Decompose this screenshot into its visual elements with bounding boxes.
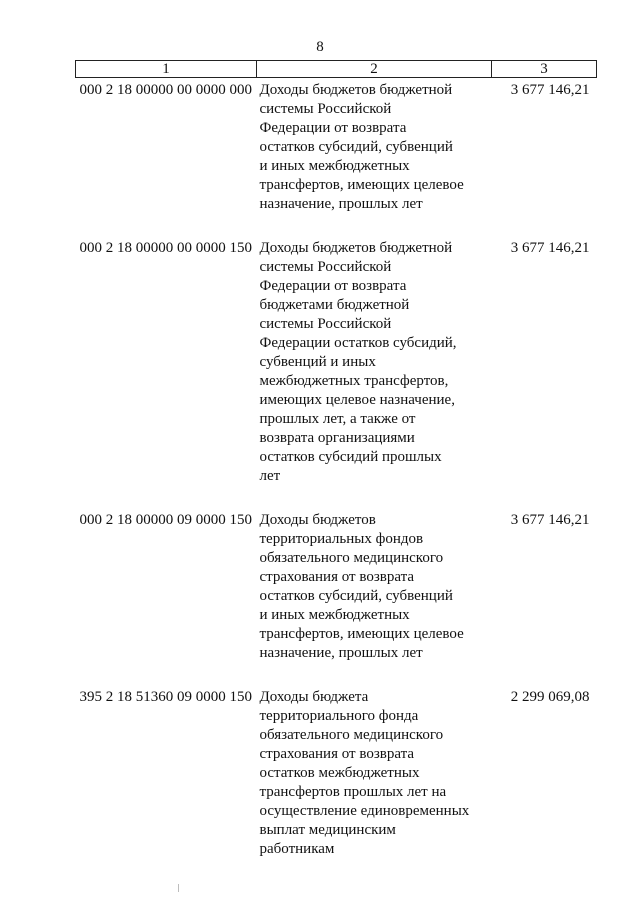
description-line: Федерации от возврата [259, 278, 407, 294]
description-line: и иных межбюджетных [259, 158, 410, 174]
description-line: Доходы бюджетов бюджетной [259, 82, 453, 98]
description-line: остатков субсидий, субвенций [259, 588, 453, 604]
description-line: назначение, прошлых лет [259, 196, 423, 212]
table-row [76, 685, 597, 881]
column-header-code: 1 [76, 61, 257, 78]
revenue-amount: 3 677 146,21 [510, 512, 590, 528]
description-line: Федерации остатков субсидий, [259, 335, 457, 351]
scan-mark [178, 884, 179, 892]
description-line: лет [259, 468, 281, 484]
revenue-description [257, 685, 492, 881]
description-line: остатков субсидий прошлых [259, 449, 442, 465]
budget-revenue-table [75, 60, 597, 881]
revenue-description [257, 236, 492, 508]
description-line: страхования от возврата [259, 569, 414, 585]
description-line: возврата организациями [259, 430, 415, 446]
table-row [76, 508, 597, 685]
description-line: назначение, прошлых лет [259, 645, 423, 661]
revenue-description [257, 78, 492, 237]
description-line: работникам [259, 841, 335, 857]
column-header-description: 2 [257, 61, 492, 78]
description-line: обязательного медицинского [259, 550, 444, 566]
description-line: Федерации от возврата [259, 120, 407, 136]
revenue-description [257, 508, 492, 685]
revenue-amount: 2 299 069,08 [510, 689, 590, 705]
description-line: системы Российской [259, 259, 392, 275]
description-line: межбюджетных трансфертов, [259, 373, 449, 389]
description-line: Доходы бюджетов [259, 512, 376, 528]
description-line: системы Российской [259, 316, 392, 332]
revenue-code: 000 2 18 00000 09 0000 150 [79, 512, 252, 528]
revenue-amount: 3 677 146,21 [510, 240, 590, 256]
revenue-code: 000 2 18 00000 00 0000 000 [79, 82, 252, 98]
description-line: субвенций и иных [259, 354, 376, 370]
description-line: трансфертов прошлых лет на [259, 784, 447, 800]
description-line: территориальных фондов [259, 531, 424, 547]
page-number: 8 [316, 39, 324, 55]
table-header-row [76, 61, 597, 78]
description-line: прошлых лет, а также от [259, 411, 416, 427]
description-line: бюджетами бюджетной [259, 297, 410, 313]
description-line: имеющих целевое назначение, [259, 392, 455, 408]
description-line: Доходы бюджетов бюджетной [259, 240, 453, 256]
description-line: остатков межбюджетных [259, 765, 420, 781]
description-line: территориального фонда [259, 708, 419, 724]
description-line: Доходы бюджета [259, 689, 369, 705]
description-line: трансфертов, имеющих целевое [259, 626, 464, 642]
revenue-code: 395 2 18 51360 09 0000 150 [79, 689, 252, 705]
description-line: выплат медицинским [259, 822, 396, 838]
column-header-amount: 3 [492, 61, 597, 78]
table-row [76, 78, 597, 237]
description-line: страхования от возврата [259, 746, 414, 762]
description-line: и иных межбюджетных [259, 607, 410, 623]
description-line: обязательного медицинского [259, 727, 444, 743]
revenue-amount: 3 677 146,21 [510, 82, 590, 98]
table-row [76, 236, 597, 508]
description-line: осуществление единовременных [259, 803, 470, 819]
description-line: системы Российской [259, 101, 392, 117]
revenue-code: 000 2 18 00000 00 0000 150 [79, 240, 252, 256]
description-line: остатков субсидий, субвенций [259, 139, 453, 155]
description-line: трансфертов, имеющих целевое [259, 177, 464, 193]
